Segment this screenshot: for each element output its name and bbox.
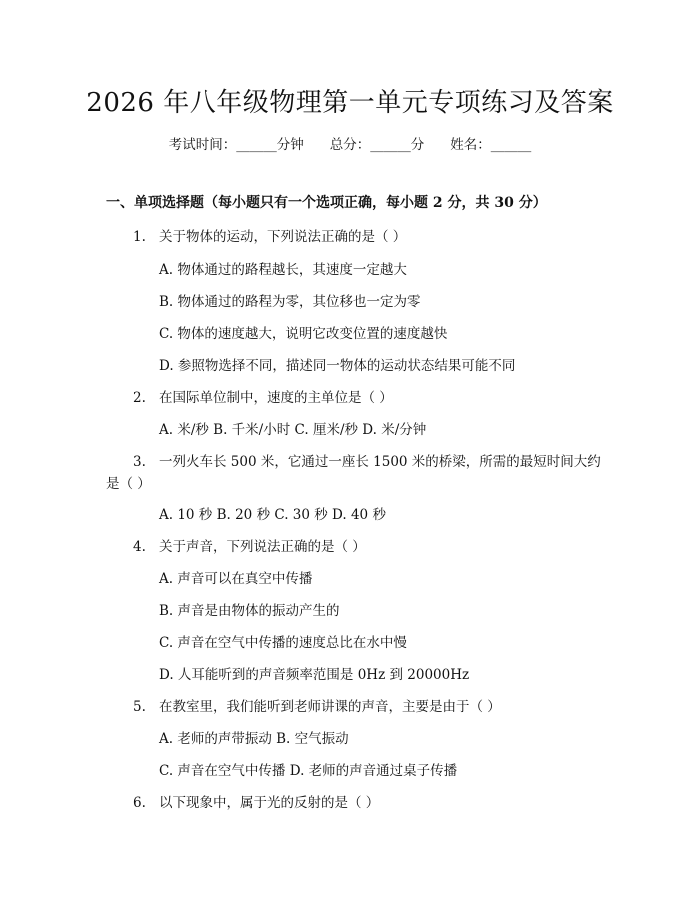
page-title: 2026 年八年级物理第一单元专项练习及答案 xyxy=(86,88,614,118)
question-2-options: A. 米/秒 B. 千米/小时 C. 厘米/秒 D. 米/分钟 xyxy=(159,422,427,438)
question-3-continuation: 是（ ） xyxy=(106,476,151,492)
question-1-option-d: D. 参照物选择不同，描述同一物体的运动状态结果可能不同 xyxy=(159,358,516,374)
question-number: 2. xyxy=(133,390,146,406)
question-4 xyxy=(133,535,366,555)
question-text: 关于物体的运动，下列说法正确的是（ ） xyxy=(159,229,407,245)
question-text: 一列火车长 500 米，它通过一座长 1500 米的桥梁，所需的最短时间大约 xyxy=(159,454,601,470)
exam-time-field: 考试时间：______分钟 xyxy=(168,137,304,153)
question-5 xyxy=(133,695,501,715)
question-4-option-b: B. 声音是由物体的振动产生的 xyxy=(159,603,340,619)
question-3 xyxy=(133,450,601,470)
question-text: 关于声音，下列说法正确的是（ ） xyxy=(159,539,366,555)
section-heading: 一、单项选择题（每小题只有一个选项正确，每小题 2 分，共 30 分） xyxy=(106,195,547,211)
question-number: 5. xyxy=(133,699,146,715)
question-text: 在教室里，我们能听到老师讲课的声音，主要是由于（ ） xyxy=(159,699,501,715)
question-number: 6. xyxy=(133,795,146,811)
total-score-field: 总分：______分 xyxy=(329,137,425,153)
question-number: 1. xyxy=(133,229,146,245)
question-number: 4. xyxy=(133,539,146,555)
question-4-option-a: A. 声音可以在真空中传播 xyxy=(159,571,313,587)
question-5-options-ab: A. 老师的声带振动 B. 空气振动 xyxy=(159,731,349,747)
question-4-option-c: C. 声音在空气中传播的速度总比在水中慢 xyxy=(159,635,407,651)
question-3-options: A. 10 秒 B. 20 秒 C. 30 秒 D. 40 秒 xyxy=(159,507,386,523)
question-6 xyxy=(133,791,379,811)
question-1-option-c: C. 物体的速度越大，说明它改变位置的速度越快 xyxy=(159,326,448,342)
question-number: 3. xyxy=(133,454,146,470)
question-4-option-d: D. 人耳能听到的声音频率范围是 0Hz 到 20000Hz xyxy=(159,667,470,683)
question-1-option-b: B. 物体通过的路程为零，其位移也一定为零 xyxy=(159,294,421,310)
question-1 xyxy=(133,225,406,245)
exam-info-line xyxy=(0,133,700,153)
question-text: 在国际单位制中，速度的主单位是（ ） xyxy=(159,390,393,406)
question-2 xyxy=(133,386,393,406)
question-5-options-cd: C. 声音在空气中传播 D. 老师的声音通过桌子传播 xyxy=(159,763,458,779)
name-field: 姓名：______ xyxy=(450,137,532,153)
question-1-option-a: A. 物体通过的路程越长，其速度一定越大 xyxy=(159,262,407,278)
question-text: 以下现象中，属于光的反射的是（ ） xyxy=(159,795,380,811)
